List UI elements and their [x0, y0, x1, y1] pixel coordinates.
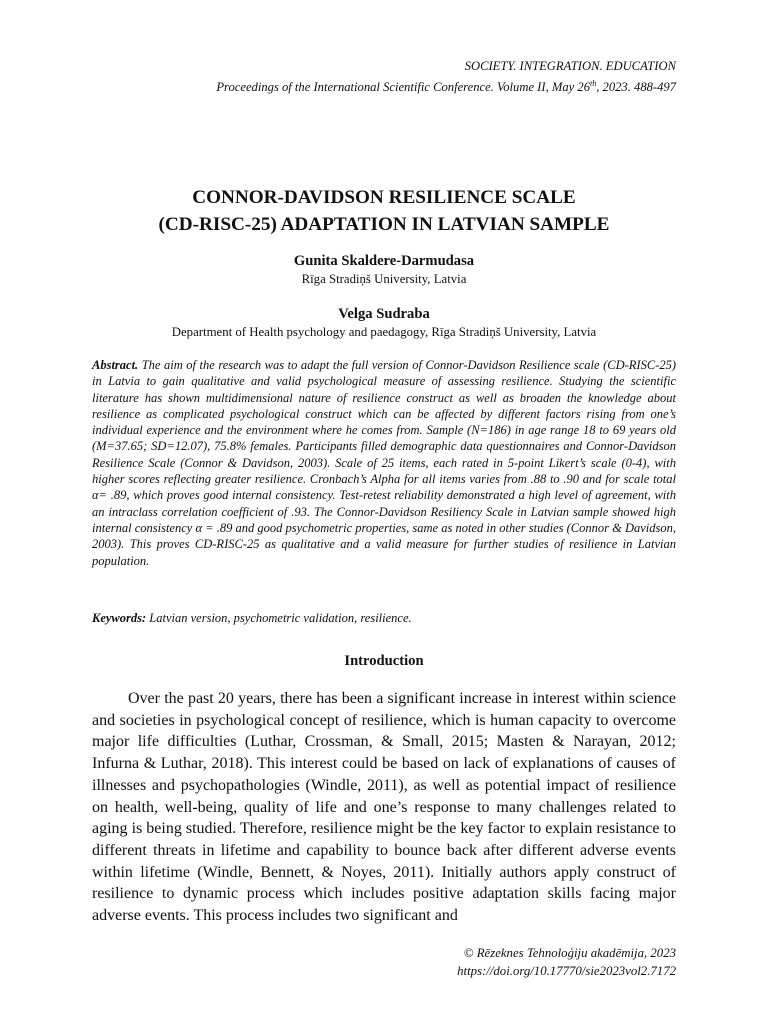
abstract-text: The aim of the research was to adapt the full version of Connor-Davidson Resilience scale (CD-RISC-25) in Latvia to gain qualitative and valid psychological measure of assessing resilience. Studying the scientific literature has shown multidimensional nature of resilience construct as well as broaden the knowledge about resilience as complicated psychological construct which can be affected by different factors rising from one’s individual experience and the environment where he comes from. Sample (N=186) in age range 18 to 69 years old (M=37.65; SD=12.07), 75.8% females. Participants filled demographic data questionnaires and Connor-Davidson Resilience Scale (Connor & Davidson, 2003). Scale of 25 items, each rated in 5-point Likert’s scale (0-4), with higher scores reflecting greater resilience. Cronbach’s Alpha for all items varies from .88 to .90 and for scale total α= .89, which proves good internal consistency. Test-retest reliability demonstrated a high level of agreement, with an intraclass correlation coefficient of .93. The Connor-Davidson Resiliency Scale in Latvian sample showed high internal consistency α = .89 and good psychometric properties, same as noted in other studies (Connor & Davidson, 2003). This proves CD-RISC-25 as qualitative and a valid measure for further studies of resilience in Latvian population.	[92, 358, 676, 568]
author-affiliation: Rīga Stradiņš University, Latvia	[301, 272, 467, 286]
paper-title	[92, 184, 676, 238]
title-line-1: CONNOR-DAVIDSON RESILIENCE SCALE	[192, 187, 576, 208]
author-affiliation: Department of Health psychology and paedagogy, Rīga Stradiņš University, Latvia	[171, 325, 597, 339]
proceedings-superscript: th	[590, 79, 597, 88]
copyright-notice: © Rēzeknes Tehnoloģiju akadēmija, 2023	[463, 946, 676, 960]
keywords	[92, 610, 676, 626]
journal-name: SOCIETY. INTEGRATION. EDUCATION	[464, 59, 676, 73]
author-block-1	[92, 252, 676, 288]
proceedings-pages: , 2023. 488-497	[596, 80, 676, 95]
author-block-2	[92, 305, 676, 341]
title-line-2: (CD-RISC-25) ADAPTATION IN LATVIAN SAMPLE	[158, 214, 610, 235]
introduction-paragraph: Over the past 20 years, there has been a significant increase in interest within science and societies in psychological concept of resilience, which is human capacity to overcome major life difficulties (Luthar, Crossman, & Small, 2015; Masten & Narayan, 2012; Infurna & Luthar, 2018). This interest could be based on lack of explanations of causes of illnesses and psychopathologies (Windle, 2011), as well as potential impact of resilience on health, well-being, quality of life and one’s response to many challenges related to aging is being studied. Therefore, resilience might be the key factor to explain resistance to different threats in lifetime and capability to bounce back after different adverse events within lifetime (Windle, Bennett, & Noyes, 2011). Initially authors apply construct of resilience to dynamic process which includes positive adaptation skills facing major adverse events. This process includes two significant and	[92, 690, 676, 925]
proceedings-text: Proceedings of the International Scientific Conference. Volume II, May 26	[216, 80, 590, 95]
running-header	[56, 57, 676, 96]
author-name: Velga Sudraba	[338, 306, 430, 322]
page-footer	[276, 944, 676, 980]
doi-link[interactable]: https://doi.org/10.17770/sie2023vol2.7172	[457, 964, 676, 978]
abstract	[92, 357, 676, 569]
abstract-label: Abstract.	[92, 358, 139, 372]
keywords-label: Keywords:	[92, 611, 147, 625]
author-name: Gunita Skaldere-Darmudasa	[293, 253, 475, 269]
keywords-text: Latvian version, psychometric validation, resilience.	[149, 611, 412, 625]
proceedings-line	[56, 75, 676, 96]
introduction-heading: Introduction	[344, 653, 424, 669]
